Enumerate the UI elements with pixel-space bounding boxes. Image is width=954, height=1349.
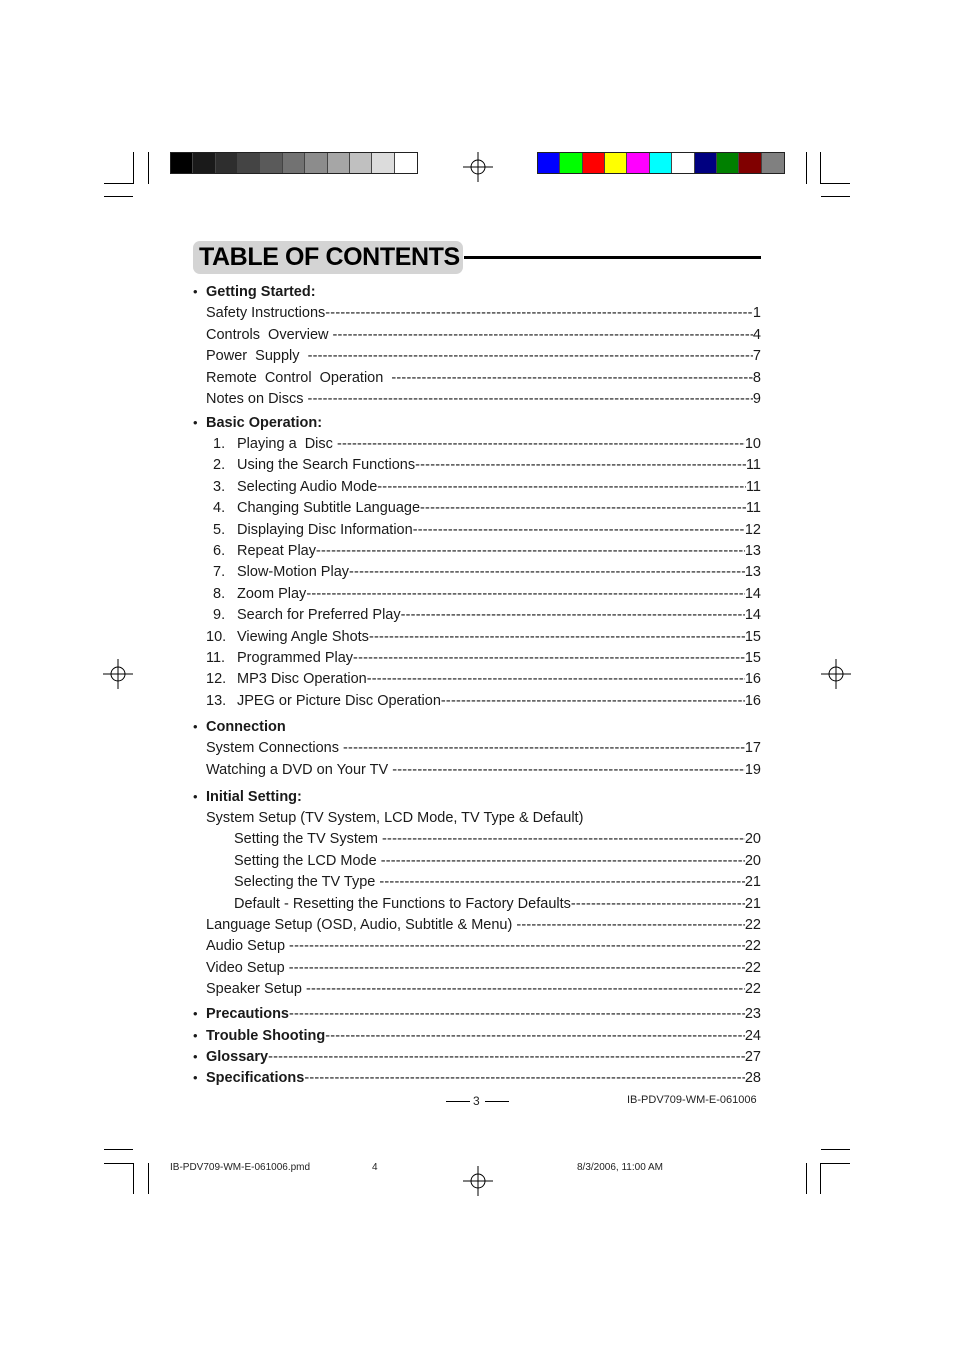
- dot-leader: [325, 303, 753, 323]
- bullet-icon: •: [193, 1049, 198, 1064]
- dot-leader: [381, 851, 745, 871]
- calibration-swatch: [717, 153, 739, 173]
- toc-entry: [193, 936, 761, 956]
- dot-leader: [343, 738, 745, 758]
- crop-mark: [133, 1163, 134, 1194]
- entry-number: 10.: [206, 629, 227, 645]
- entry-page: 20: [744, 831, 761, 847]
- entry-number: 5.: [213, 522, 226, 538]
- toc-entry: [193, 738, 761, 758]
- entry-number: 6.: [213, 543, 226, 559]
- toc-entry: [193, 605, 761, 625]
- toc-entry: [193, 648, 761, 668]
- entry-label: Glossary: [206, 1049, 269, 1065]
- calibration-swatch: [193, 153, 215, 173]
- dot-leader: [289, 958, 745, 978]
- entry-number: 12.: [206, 671, 227, 687]
- page-number-rule-right: [485, 1101, 509, 1102]
- slug-filename: IB-PDV709-WM-E-061006.pmd: [170, 1162, 311, 1173]
- entry-page: 28: [744, 1070, 761, 1086]
- dot-leader: [401, 605, 745, 625]
- entry-page: 1: [752, 305, 761, 321]
- calibration-swatch: [328, 153, 350, 173]
- entry-number: 1.: [213, 436, 226, 452]
- document-code: IB-PDV709-WM-E-061006: [627, 1094, 757, 1106]
- toc-entry: [193, 303, 761, 323]
- calibration-swatch: [305, 153, 327, 173]
- toc-entry: [193, 346, 761, 366]
- toc-subheading: [193, 808, 761, 828]
- toc-entry: [193, 872, 761, 892]
- crop-mark: [148, 1163, 149, 1194]
- calibration-swatch: [372, 153, 394, 173]
- calibration-swatch: [171, 153, 193, 173]
- entry-page: 23: [744, 1006, 761, 1022]
- dot-leader: [413, 520, 745, 540]
- entry-label: Setting the TV System: [234, 831, 383, 847]
- crop-mark: [806, 1163, 807, 1194]
- calibration-swatch: [583, 153, 605, 173]
- toc-entry: [193, 760, 761, 780]
- crop-mark: [133, 152, 134, 184]
- entry-page: 22: [744, 960, 761, 976]
- crop-mark: [821, 1163, 850, 1164]
- entry-number: 13.: [206, 693, 227, 709]
- bullet-icon: •: [193, 284, 198, 299]
- toc-entry: [193, 498, 761, 518]
- crop-mark: [821, 1149, 850, 1150]
- entry-page: 22: [744, 917, 761, 933]
- entry-page: 21: [744, 874, 761, 890]
- dot-leader: [289, 936, 745, 956]
- registration-mark-icon: [463, 152, 493, 182]
- grayscale-calibration-bar: [170, 152, 418, 174]
- entry-label: Default - Resetting the Functions to Factory Defaults: [234, 896, 571, 912]
- bullet-icon: •: [193, 1028, 198, 1043]
- entry-page: 22: [744, 981, 761, 997]
- entry-page: 17: [744, 740, 761, 756]
- entry-page: 9: [752, 391, 761, 407]
- calibration-swatch: [238, 153, 260, 173]
- registration-mark-icon: [821, 659, 851, 689]
- page-number-rule-left: [446, 1101, 470, 1102]
- entry-page: 14: [744, 607, 761, 623]
- dot-leader: [306, 584, 745, 604]
- slug-sheet: 4: [372, 1162, 378, 1173]
- calibration-swatch: [762, 153, 784, 173]
- entry-page: 11: [745, 457, 761, 473]
- entry-label: System Connections: [206, 740, 344, 756]
- dot-leader: [367, 669, 745, 689]
- dot-leader: [304, 1068, 745, 1088]
- entry-label: Changing Subtitle Language: [237, 500, 421, 516]
- toc-entry: [193, 520, 761, 540]
- entry-page: 27: [744, 1049, 761, 1065]
- entry-label: Trouble Shooting: [206, 1028, 326, 1044]
- color-calibration-bar: [537, 152, 785, 174]
- entry-number: 2.: [213, 457, 226, 473]
- bullet-icon: •: [193, 719, 198, 734]
- entry-label: Watching a DVD on Your TV: [206, 762, 393, 778]
- dot-leader: [268, 1047, 745, 1067]
- calibration-swatch: [283, 153, 305, 173]
- dot-leader: [308, 346, 753, 366]
- dot-leader: [571, 894, 745, 914]
- entry-label: Notes on Discs: [206, 391, 308, 407]
- entry-page: 7: [752, 348, 761, 364]
- bullet-icon: •: [193, 415, 198, 430]
- calibration-swatch: [216, 153, 238, 173]
- slug-datetime: 8/3/2006, 11:00 AM: [577, 1162, 663, 1173]
- entry-label: Specifications: [206, 1070, 305, 1086]
- toc-entry: [193, 979, 761, 999]
- page-title: TABLE OF CONTENTS: [199, 243, 460, 271]
- entry-label: Playing a Disc: [237, 436, 337, 452]
- toc-entry: [193, 584, 761, 604]
- calibration-swatch: [538, 153, 560, 173]
- entry-page: 14: [744, 586, 761, 602]
- section-heading-initial-setting: • Initial Setting:: [193, 789, 302, 805]
- toc-entry: [193, 562, 761, 582]
- bullet-icon: •: [193, 1070, 198, 1085]
- calibration-swatch: [695, 153, 717, 173]
- entry-label: Using the Search Functions: [237, 457, 416, 473]
- calibration-swatch: [395, 153, 417, 173]
- dot-leader: [316, 541, 745, 561]
- dot-leader: [333, 325, 753, 345]
- entry-label: Speaker Setup: [206, 981, 306, 997]
- table-of-contents: [193, 282, 761, 1092]
- dot-leader: [349, 562, 745, 582]
- calibration-swatch: [560, 153, 582, 173]
- entry-label: Zoom Play: [237, 586, 307, 602]
- dot-leader: [382, 829, 745, 849]
- crop-mark: [806, 152, 807, 184]
- calibration-swatch: [672, 153, 694, 173]
- entry-label: Viewing Angle Shots: [237, 629, 369, 645]
- entry-number: 8.: [213, 586, 226, 602]
- toc-entry: [193, 389, 761, 409]
- entry-label: Safety Instructions: [206, 305, 326, 321]
- entry-page: 8: [752, 370, 761, 386]
- section-heading-getting-started: • Getting Started:: [193, 284, 316, 300]
- title-rule: [464, 256, 761, 259]
- entry-page: 4: [752, 327, 761, 343]
- calibration-swatch: [605, 153, 627, 173]
- entry-page: 22: [744, 938, 761, 954]
- dot-leader: [392, 760, 745, 780]
- crop-mark: [148, 152, 149, 184]
- entry-label: Search for Preferred Play: [237, 607, 401, 623]
- entry-page: 19: [744, 762, 761, 778]
- entry-label: Video Setup: [206, 960, 289, 976]
- bullet-icon: •: [193, 789, 198, 804]
- entry-label: Programmed Play: [237, 650, 354, 666]
- dot-leader: [415, 455, 746, 475]
- dot-leader: [391, 368, 753, 388]
- crop-mark: [104, 1163, 133, 1164]
- entry-number: 9.: [213, 607, 226, 623]
- toc-entry: [193, 368, 761, 388]
- entry-page: 10: [744, 436, 761, 452]
- entry-label: Displaying Disc Information: [237, 522, 413, 538]
- section-heading-basic-operation: • Basic Operation:: [193, 415, 323, 431]
- registration-mark-icon: [463, 1166, 493, 1196]
- entry-label: JPEG or Picture Disc Operation: [237, 693, 441, 709]
- dot-leader: [353, 648, 745, 668]
- entry-page: 15: [744, 650, 761, 666]
- calibration-swatch: [350, 153, 372, 173]
- toc-entry: [193, 325, 761, 345]
- entry-page: 21: [744, 896, 761, 912]
- crop-mark: [104, 1149, 133, 1150]
- entry-page: 13: [744, 543, 761, 559]
- toc-entry: [193, 434, 761, 454]
- entry-label: Controls Overview: [206, 327, 333, 343]
- entry-page: 20: [744, 853, 761, 869]
- entry-label: System Setup (TV System, LCD Mode, TV Type & Default): [206, 810, 584, 826]
- crop-mark: [820, 1163, 821, 1194]
- toc-entry-trouble-shooting: [193, 1026, 761, 1046]
- toc-entry: [193, 669, 761, 689]
- toc-entry: [193, 627, 761, 647]
- crop-mark: [104, 196, 133, 197]
- toc-entry: [193, 477, 761, 497]
- dot-leader: [516, 915, 745, 935]
- entry-page: 11: [745, 500, 761, 516]
- toc-entry-precautions: [193, 1004, 761, 1024]
- entry-page: 12: [744, 522, 761, 538]
- entry-page: 24: [744, 1028, 761, 1044]
- entry-number: 11.: [206, 650, 226, 666]
- calibration-swatch: [260, 153, 282, 173]
- toc-entry-specifications: [193, 1068, 761, 1088]
- toc-entry: [193, 915, 761, 935]
- dot-leader: [325, 1026, 745, 1046]
- crop-mark: [104, 183, 133, 184]
- dot-leader: [420, 498, 746, 518]
- entry-label: Slow-Motion Play: [237, 564, 350, 580]
- entry-page: 13: [744, 564, 761, 580]
- crop-mark: [821, 196, 850, 197]
- dot-leader: [308, 389, 753, 409]
- toc-entry: [193, 691, 761, 711]
- calibration-swatch: [627, 153, 649, 173]
- entry-label: Precautions: [206, 1006, 289, 1022]
- toc-entry: [193, 958, 761, 978]
- crop-mark: [820, 152, 821, 184]
- toc-entry: [193, 829, 761, 849]
- section-heading-connection: • Connection: [193, 719, 286, 735]
- entry-label: MP3 Disc Operation: [237, 671, 367, 687]
- entry-number: 4.: [213, 500, 226, 516]
- entry-page: 16: [744, 671, 761, 687]
- dot-leader: [289, 1004, 745, 1024]
- calibration-swatch: [739, 153, 761, 173]
- entry-label: Language Setup (OSD, Audio, Subtitle & Menu): [206, 917, 517, 933]
- toc-entry: [193, 455, 761, 475]
- dot-leader: [306, 979, 745, 999]
- entry-label: Audio Setup: [206, 938, 290, 954]
- page-number: 3: [473, 1094, 480, 1108]
- registration-mark-icon: [103, 659, 133, 689]
- dot-leader: [441, 691, 745, 711]
- entry-page: 15: [744, 629, 761, 645]
- toc-entry-glossary: [193, 1047, 761, 1067]
- dot-leader: [377, 477, 746, 497]
- entry-page: 11: [745, 479, 761, 495]
- bullet-icon: •: [193, 1006, 198, 1021]
- entry-page: 16: [744, 693, 761, 709]
- crop-mark: [821, 183, 850, 184]
- entry-label: Setting the LCD Mode: [234, 853, 381, 869]
- dot-leader: [369, 627, 745, 647]
- dot-leader: [379, 872, 744, 892]
- entry-number: 7.: [213, 564, 226, 580]
- entry-number: 3.: [213, 479, 226, 495]
- toc-entry: [193, 851, 761, 871]
- entry-label: Selecting Audio Mode: [237, 479, 378, 495]
- entry-label: Repeat Play: [237, 543, 316, 559]
- dot-leader: [337, 434, 745, 454]
- entry-label: Remote Control Operation: [206, 370, 392, 386]
- entry-label: Selecting the TV Type: [234, 874, 380, 890]
- entry-label: Power Supply: [206, 348, 308, 364]
- calibration-swatch: [650, 153, 672, 173]
- toc-entry: [193, 541, 761, 561]
- toc-entry: [193, 894, 761, 914]
